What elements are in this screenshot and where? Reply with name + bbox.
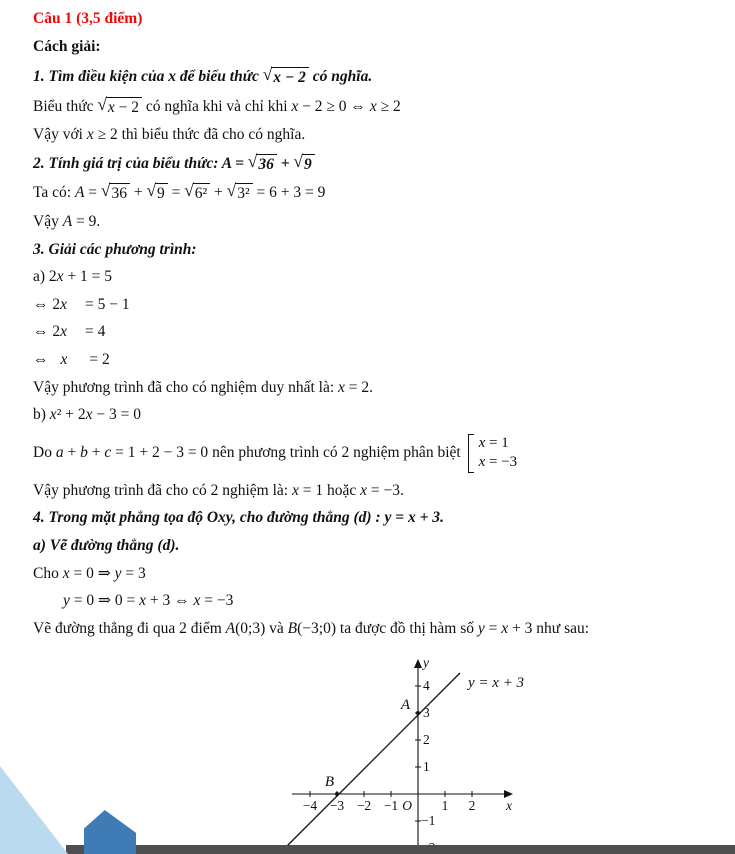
radical-icon: √ <box>226 181 237 201</box>
doc-line <box>33 379 709 398</box>
math-run: a + b + c = 1 + 2 − 3 = 0 <box>55 443 209 461</box>
doc-line <box>33 268 709 287</box>
cases-row: x = 1 <box>478 434 509 451</box>
point-b-label: B <box>324 774 334 791</box>
corner-triangle-decoration <box>0 766 68 854</box>
math-run: x <box>168 68 176 85</box>
doc-line <box>33 509 709 528</box>
radical-icon: √ <box>97 94 107 114</box>
x-tick-label: −3 <box>329 798 345 814</box>
text-run: Biểu thức <box>33 97 98 115</box>
math-run: = <box>167 184 185 202</box>
coordinate-graph <box>278 647 608 854</box>
cases-row: x = −3 <box>478 454 518 471</box>
doc-line <box>33 592 709 611</box>
sqrt-expression <box>146 183 167 204</box>
origin-label: O <box>402 798 412 814</box>
sqrt-expression <box>247 151 277 175</box>
x-tick-label: 1 <box>441 798 449 814</box>
math-run: x = 0 ⇒ y = 3 <box>62 564 146 582</box>
y-tick-label: −1 <box>421 813 436 829</box>
radicand: x − 2 <box>271 67 309 88</box>
math-run: = 6 + 3 = 9 <box>252 184 326 202</box>
doc-line <box>33 296 709 315</box>
x-tick-label: −4 <box>302 798 318 814</box>
math-run: = 2 <box>89 350 110 368</box>
math-run: y = x + 3 <box>477 619 533 637</box>
point-a-label: A <box>400 697 410 714</box>
radicand: 9 <box>155 183 168 204</box>
text-run: 2. Tính giá trị của biểu thức: <box>33 154 222 172</box>
doc-line <box>33 434 709 473</box>
text-run: nên phương trình có 2 nghiệm phân biệt <box>208 443 465 461</box>
radicand: 36 <box>109 183 130 204</box>
text-run: có nghĩa. <box>308 68 373 85</box>
text-run: b) <box>33 406 50 424</box>
question-heading: Câu 1 (3,5 điểm) <box>33 10 143 27</box>
math-run: ⇔ 2x <box>33 323 68 341</box>
math-run: y = 0 ⇒ 0 = x + 3 ⇔ x = −3 <box>63 592 234 610</box>
doc-line <box>33 565 709 584</box>
text-run: . <box>369 378 374 396</box>
math-run: = 4 <box>85 323 106 341</box>
doc-line <box>33 537 709 556</box>
doc-line <box>33 183 709 204</box>
radical-icon: √ <box>247 151 258 171</box>
math-run: + <box>210 184 227 202</box>
function-line-label: y = x + 3 <box>468 675 525 692</box>
text-run: ta được đồ thị hàm số <box>336 619 478 637</box>
math-run: ⇔ <box>33 350 49 368</box>
text-run: 1. Tìm điều kiện của <box>33 68 169 85</box>
text-run: và <box>265 619 288 637</box>
radicand: 3² <box>235 183 252 204</box>
text-run: Vẽ đường thẳng đi qua 2 điểm <box>33 619 226 637</box>
sqrt-expression <box>184 183 210 204</box>
x-tick-label: −2 <box>356 798 372 814</box>
bottom-bar-decoration <box>66 845 735 854</box>
doc-line <box>33 241 709 260</box>
math-run: (d) : y = x + 3 <box>353 509 441 527</box>
math-run: A(0;3) <box>225 619 266 637</box>
x-axis-label: x <box>506 798 512 814</box>
text-run: a) Vẽ đường thẳng (d). <box>33 536 180 554</box>
method-label: Cách giải: <box>33 38 101 55</box>
text-run: 4. Trong mặt phẳng tọa độ Oxy, cho đường thẳng <box>33 509 354 527</box>
radicand: x − 2 <box>106 97 142 118</box>
text-run: để biểu thức <box>175 68 263 85</box>
text-run: Cho <box>33 564 63 582</box>
y-tick-label: 1 <box>423 759 430 775</box>
math-run: x = 1 <box>291 481 324 499</box>
text-run: hoặc <box>323 481 361 499</box>
y-tick-label: 3 <box>423 705 430 721</box>
math-run: x² + 2x − 3 = 0 <box>49 406 141 424</box>
y-tick-label: 4 <box>423 678 430 694</box>
x-axis-arrow-icon <box>504 790 513 798</box>
graph-container <box>278 647 709 854</box>
math-run: A = <box>221 154 248 172</box>
doc-line <box>33 351 709 370</box>
text-run: Vậy <box>33 212 63 230</box>
sqrt-expression <box>97 94 142 118</box>
radical-icon: √ <box>293 151 303 171</box>
radicand: 9 <box>302 154 315 175</box>
sqrt-expression <box>227 183 253 204</box>
sqrt-expression <box>293 151 314 175</box>
math-run: x <box>60 350 68 368</box>
radical-icon: √ <box>184 181 194 201</box>
y-axis-label: y <box>423 655 429 671</box>
math-run: ⇔ 2x <box>33 295 68 313</box>
doc-line <box>33 213 709 232</box>
corner-flag-decoration <box>84 810 136 854</box>
text-run: . <box>440 509 444 527</box>
y-axis-arrow-icon <box>414 659 422 668</box>
text-run: Ta có: <box>33 184 75 202</box>
text-run: Vậy với <box>33 126 87 144</box>
text-run: . <box>96 212 101 230</box>
doc-line <box>33 67 709 88</box>
radical-icon: √ <box>262 65 273 84</box>
x-tick-label: 2 <box>468 798 476 814</box>
math-run: + <box>129 184 147 202</box>
text-run: thì biểu thức đã cho có nghĩa. <box>117 126 306 144</box>
math-run: x = −3 <box>360 481 400 499</box>
text-run: . <box>399 481 404 499</box>
doc-line <box>33 323 709 342</box>
doc-line <box>33 482 709 501</box>
math-run: A = 9 <box>62 212 97 230</box>
text-run: Do <box>33 443 56 461</box>
x-tick-label: −1 <box>383 798 399 814</box>
radicand: 36 <box>256 154 277 175</box>
doc-line <box>33 126 709 145</box>
text-run: Vậy phương trình đã cho có nghiệm duy nhất là: <box>33 378 339 396</box>
doc-line <box>33 620 709 639</box>
y-tick-label: 2 <box>423 732 430 748</box>
text-run: như sau: <box>532 619 590 637</box>
math-run: 2x + 1 = 5 <box>48 268 113 286</box>
radicand: 6² <box>193 183 210 204</box>
sqrt-expression <box>101 183 130 204</box>
radical-icon: √ <box>146 181 156 201</box>
cases-bracket-icon <box>468 434 474 473</box>
text-run: Vậy phương trình đã cho có 2 nghiệm là: <box>33 481 292 499</box>
text-run: có nghĩa khi và chỉ khi <box>142 97 292 115</box>
math-run: A = <box>74 184 101 202</box>
math-run: + <box>276 154 294 172</box>
cases-group <box>468 434 518 473</box>
point-a-dot <box>416 711 420 715</box>
sqrt-expression <box>263 67 309 88</box>
text-run: 3. Giải các phương trình: <box>33 240 197 258</box>
cases-column <box>479 434 518 473</box>
math-run: = 5 − 1 <box>85 295 130 313</box>
math-run: x = 2 <box>338 378 370 396</box>
point-b-dot <box>335 792 339 796</box>
math-run: x ≥ 2 <box>86 126 118 144</box>
math-run: B(−3;0) <box>287 619 337 637</box>
doc-line <box>33 151 709 175</box>
doc-lines <box>33 67 709 638</box>
text-run: a) <box>33 268 49 286</box>
radical-icon: √ <box>100 181 111 201</box>
math-run: x − 2 ≥ 0 ⇔ x ≥ 2 <box>291 97 401 115</box>
doc-line <box>33 406 709 425</box>
doc-line <box>33 94 709 118</box>
